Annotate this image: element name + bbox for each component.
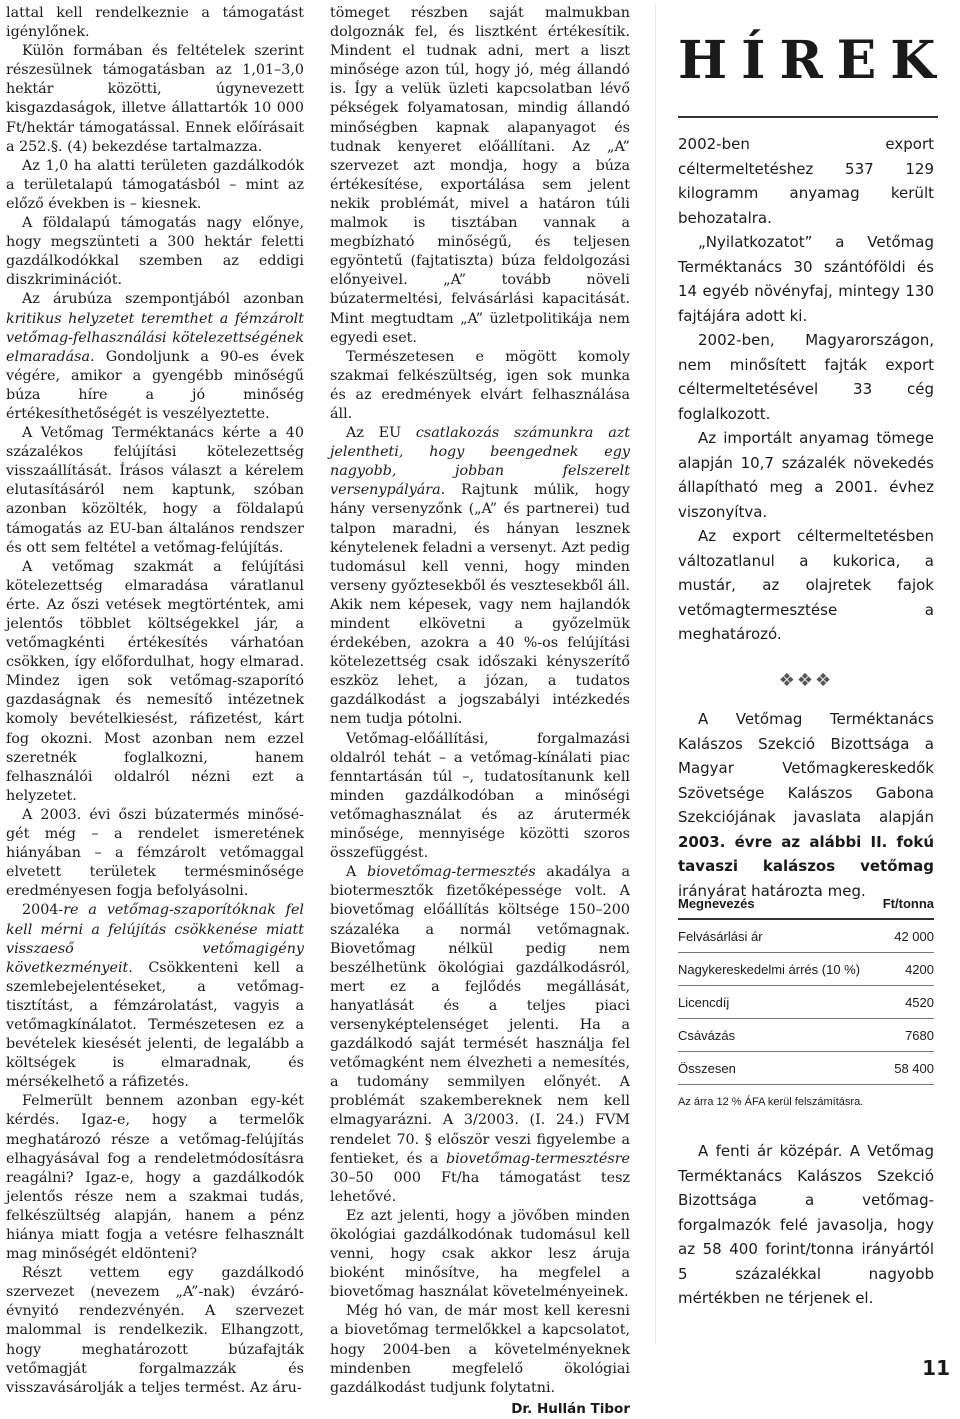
paragraph: A vetőmag szakmát a felújítási kötelezettség elmaradása váratlanul érte. Az őszi vetések megtörténtek, ami jelentős többlet költségekkel jár, a vetőmagkénti értékesítés várhatóan csökken, így előfordulhat, hogy elmarad. Mindez igen sok vetőmag-szaporító gazdaságnak és nemesítő intézetnek komoly bevételkiesést, ráfizetést, kárt fog okozni. Most azonban nem ezzel szeretnék foglalkozni, hanem felhasználói oldalról nézni ezt a helyzetet. xyxy=(6,558,304,804)
header-name: Megnevezés xyxy=(678,888,878,919)
paragraph: Természetesen e mögött komoly szakmai felkészültség, igen sok munka és az eredmények elvárt felhasználása áll. xyxy=(330,348,630,422)
news-paragraphs xyxy=(678,132,934,647)
news-divider xyxy=(678,116,938,118)
paragraph: Vetőmag-előállítási, forgalmazási oldalról tehát – a vetőmag-kínálati piac fenntartásán túl –, tudatosítanunk kell minden gazdálkodóban a minőségi vetőmaghasználat és az árutermék minősége, mennyisége közötti szoros összefüggést. xyxy=(330,730,630,862)
paragraph xyxy=(6,290,304,424)
table-row xyxy=(678,1052,934,1085)
news-item: 2002-ben, Magyarországon, nem minősített fajták export céltermeltetésével 33 cég foglalkozott. xyxy=(678,331,934,423)
announcement xyxy=(678,707,934,903)
italic-text: kritikus helyzetet teremthet a fémzárolt vetőmag-felhasználási kötelezettségének elmaradása. xyxy=(6,310,304,365)
table-row xyxy=(678,953,934,986)
text: A xyxy=(346,864,367,881)
announcement-post: irányárat határozta meg. xyxy=(678,881,866,900)
news-sidebar xyxy=(655,4,956,1344)
paragraph xyxy=(6,901,304,1092)
closing-paragraph: A fenti ár középár. A Vetőmag Terméktanács Kalászos Szekció Bizottsága a vetőmag-forgalmazók felé javasolja, hogy az 58 400 forint/tonna irányártól 5 százalékkal nagyobb mértékben ne térjenek el. xyxy=(678,1142,934,1307)
item-price: 7680 xyxy=(878,1019,934,1052)
paragraph: Külön formában és feltételek szerint részesülnek támogatásban az 1,01–3,0 hektár közötti, úgynevezett kisgazdaságok, illetve állattartók 10 000 Ft/hektár támogatással. Ennek előírásait a 252.§. (4) bekezdése tartalmazza. xyxy=(6,43,304,155)
italic-text: biovetőmag-termesztés xyxy=(366,864,536,881)
paragraph xyxy=(330,424,630,730)
header-price: Ft/tonna xyxy=(878,888,934,919)
news-item: „Nyilatkozatot” a Vetőmag Terméktanács 30 szántóföldi és 14 egyéb növényfaj, mintegy 130 fajtájára adott ki. xyxy=(678,233,934,325)
text: Rajtunk múlik, hogy hány versenyzőnk („A” és partnerei) tud talpon maradni, és hányan lesznek kénytelenek feladni a versenyt. Azt pedig tudomásul kell venni, hogy minden verseny győztesekből és vesztesekből áll. Akik nem képesek, vagy nem hajlandók mindent elkövetni a győzelmük érdekében, azokra a 40 %-os felújítási kötelezettség csak időszaki kényszerítő eszköz lehet, a józan, a tudatos gazdálkodást a jogszabályi intézkedés nem tudja pótolni. xyxy=(330,482,630,728)
italic-text: re a vetőmag-szaporítóknak fel kell mérni a felújítás csökkenése miatt visszaeső vetőmagigény következményeit. xyxy=(6,902,304,976)
paragraph: Részt vettem egy gazdálkodó szervezet (nevezem „A”-nak) évzáró-évnyitó rendezvényén. A szervezet malommal is rendelkezik. Elhangzott, hogy meghatározott búzafajták vetőmagját forgalmazzák és visszavásárolják a teljes termést. Az áru- xyxy=(6,1265,304,1396)
item-name: Nagykereskedelmi árrés (10 %) xyxy=(678,953,878,986)
table-row xyxy=(678,919,934,953)
table-row xyxy=(678,986,934,1019)
news-title: HÍREK xyxy=(678,30,950,91)
text: 2004- xyxy=(22,902,64,919)
announcement-pre: A Vetőmag Terméktanács Kalászos Szekció Bizottsága a Magyar Vetőmagkereskedők Szövetsége Kalászos Gabona Szekciójának javaslata alapján xyxy=(678,710,934,826)
news-item: Az importált anyamag tömege alapján 10,7 százalék növekedés állapítható meg a 2001. évhez viszonyítva. xyxy=(678,429,934,521)
article-column-left xyxy=(6,4,304,1398)
price-table-header-row xyxy=(678,888,934,919)
text: Az árubúza szempontjából azonban xyxy=(22,291,304,308)
text: 30–50 000 Ft/ha támogatást tesz lehetővé. xyxy=(330,1169,630,1205)
text: Az EU xyxy=(346,425,416,442)
news-body xyxy=(678,132,934,903)
item-price: 4520 xyxy=(878,986,934,1019)
table-row xyxy=(678,1019,934,1052)
paragraph: Az 1,0 ha alatti területen gazdálkodók a területalapú támogatásból – mint az előző években is – kiesnek. xyxy=(6,157,304,212)
news-item: Az export céltermeltetésben változatlanul a kukorica, a mustár, az olajretek fajok vetőmagtermesztése a meghatározó. xyxy=(678,527,934,643)
italic-text: csatlakozás számunkra azt jelentheti, hogy beengednek egy nagyobb, jobban felszerelt versenypályára. xyxy=(330,425,630,499)
item-price: 4200 xyxy=(878,953,934,986)
paragraph: lattal kell rendelkeznie a támogatást igénylőnek. xyxy=(6,5,304,41)
paragraph: A földalapú támogatás nagy előnye, hogy megszünteti a 300 hektár feletti gazdálkodókkal szemben az eddigi diszkriminációt. xyxy=(6,215,304,289)
news-header xyxy=(656,4,956,110)
author-signature: Dr. Hullán Tibor xyxy=(511,1400,630,1417)
ornament-divider: ❖❖❖ xyxy=(778,669,834,691)
text: Gondoljunk a 90-es évek végére, amikor a gyengébb minőségű búza híre a jó minőség értékesíthetőségét is veszélyeztette. xyxy=(6,348,304,422)
item-price: 42 000 xyxy=(878,919,934,953)
paragraph: A 2003. évi őszi búzatermés minősé-gét még – a rendelet ismeretének hiányában – a fémzárolt vetőmaggal elvetett területek termésminősége eredményesen fogja befolyásolni. xyxy=(6,806,304,900)
item-name: Összesen xyxy=(678,1052,878,1085)
announcement-bold: 2003. évre az alábbi II. fokú tavaszi kalászos vetőmag xyxy=(678,832,934,875)
news-item: 2002-ben export céltermeltetéshez 537 129 kilogramm anyamag került behozatalra. xyxy=(678,135,934,227)
italic-text: biovetőmag-termesztésre xyxy=(445,1150,630,1167)
item-price: 58 400 xyxy=(878,1052,934,1085)
article-column-middle xyxy=(330,4,630,1419)
page-number: 11 xyxy=(922,1356,950,1380)
text: Csökkenteni kell a szemlebejelentéseket, a vetőmag-tisztítást, a fémzárolatást, vagyis a vetőmagkínálatot. Természetesen ez a bevételek kiesését jelenti, de legalább a költségek is elmaradnak, és mérsékelhető a ráfizetés. xyxy=(6,959,304,1091)
table-note: Az árra 12 % ÁFA kerül felszámításra. xyxy=(678,1096,864,1108)
price-table xyxy=(678,888,934,1085)
item-name: Csávázás xyxy=(678,1019,878,1052)
paragraph: Ez azt jelenti, hogy a jövőben minden ökológiai gazdálkodónak tudomásul kell venni, hogy csak akkor lesz áruja bioként minősítve, ha megfelel a biovetőmag használat követelményeinek. xyxy=(330,1207,630,1301)
text: akadálya a biotermesztők fizetőképessége volt. A biovetőmag előállítás költsége 150–200 százaléka a normál vetőmagnak. Biovetőmag nélkül pedig nem beszélhetünk ökológiai gazdálkodásról, mert ez a fejlődés megállását, hanyatlását és a teljes piaci versenyképtelenséget jelenti. Ha a gazdálkodó saját termését használja fel vetőmagként nem élvezheti a nemesítés, a tudomány semmilyen előnyét. A problémát szakembereknek nem kell elmagyarázni. A 3/2003. (I. 24.) FVM rendelet 70. § először veszi figyelembe a fentieket, és a xyxy=(330,864,630,1167)
paragraph: Még hó van, de már most kell keresni a biovetőmag termelőkkel a kapcsolatot, hogy 2004-ben a követelményeknek mindenben megfelelő ökológiai gazdálkodást tudjunk folytatni. xyxy=(330,1303,630,1396)
paragraph: A Vetőmag Terméktanács kérte a 40 százalékos felújítási kötelezettség visszaállítását. Írásos választ a kérelem elutasításáról nem kaptunk, szóban azonban közölték, hogy a földalapú támogatás az EU-ban általános rendszer és ott sem feltétel a vetőmag-felújítás. xyxy=(6,425,304,556)
item-name: Felvásárlási ár xyxy=(678,919,878,953)
item-name: Licencdíj xyxy=(678,986,878,1019)
paragraph xyxy=(330,863,630,1207)
closing-text xyxy=(678,1139,934,1311)
paragraph: Felmerült bennem azonban egy-két kérdés. Igaz-e, hogy a termelők meghatározó része a vetőmag-felújítás elhagyásával fog a rendeletmódosításra reagálni? Igaz-e, hogy a gazdálkodók jelentős része nem a szakmai tudás, felkészültség alapján, hanem a pénz hiánya miatt fogja a vetésre felhasznált mag minőségét eldönteni? xyxy=(6,1093,304,1263)
paragraph: tömeget részben saját malmukban dolgoznák fel, és lisztként értékesítik. Mindent el tudnak adni, mert a liszt minősége azon túl, hogy jó, még állandó is. Így a velük üzleti kapcsolatban lévő pékségek folyamatosan, mindig állandó minőségben kapnak alapanyagot és tudnak kenyeret előállítani. Az „A” szervezet azt mondja, hogy a búza értékesítése, exportálása sem jelent nekik problémát, mivel a határon túli malmok is tisztában vannak a megbízható minőségű, és teljesen egyöntetű (fajtatiszta) búza feldolgozási előnyeivel. „A” tovább növeli búzatermeltési, felvásárlási kapacitását. Mint megtudtam „A” üzletpolitikája nem egyedi eset. xyxy=(330,5,630,346)
